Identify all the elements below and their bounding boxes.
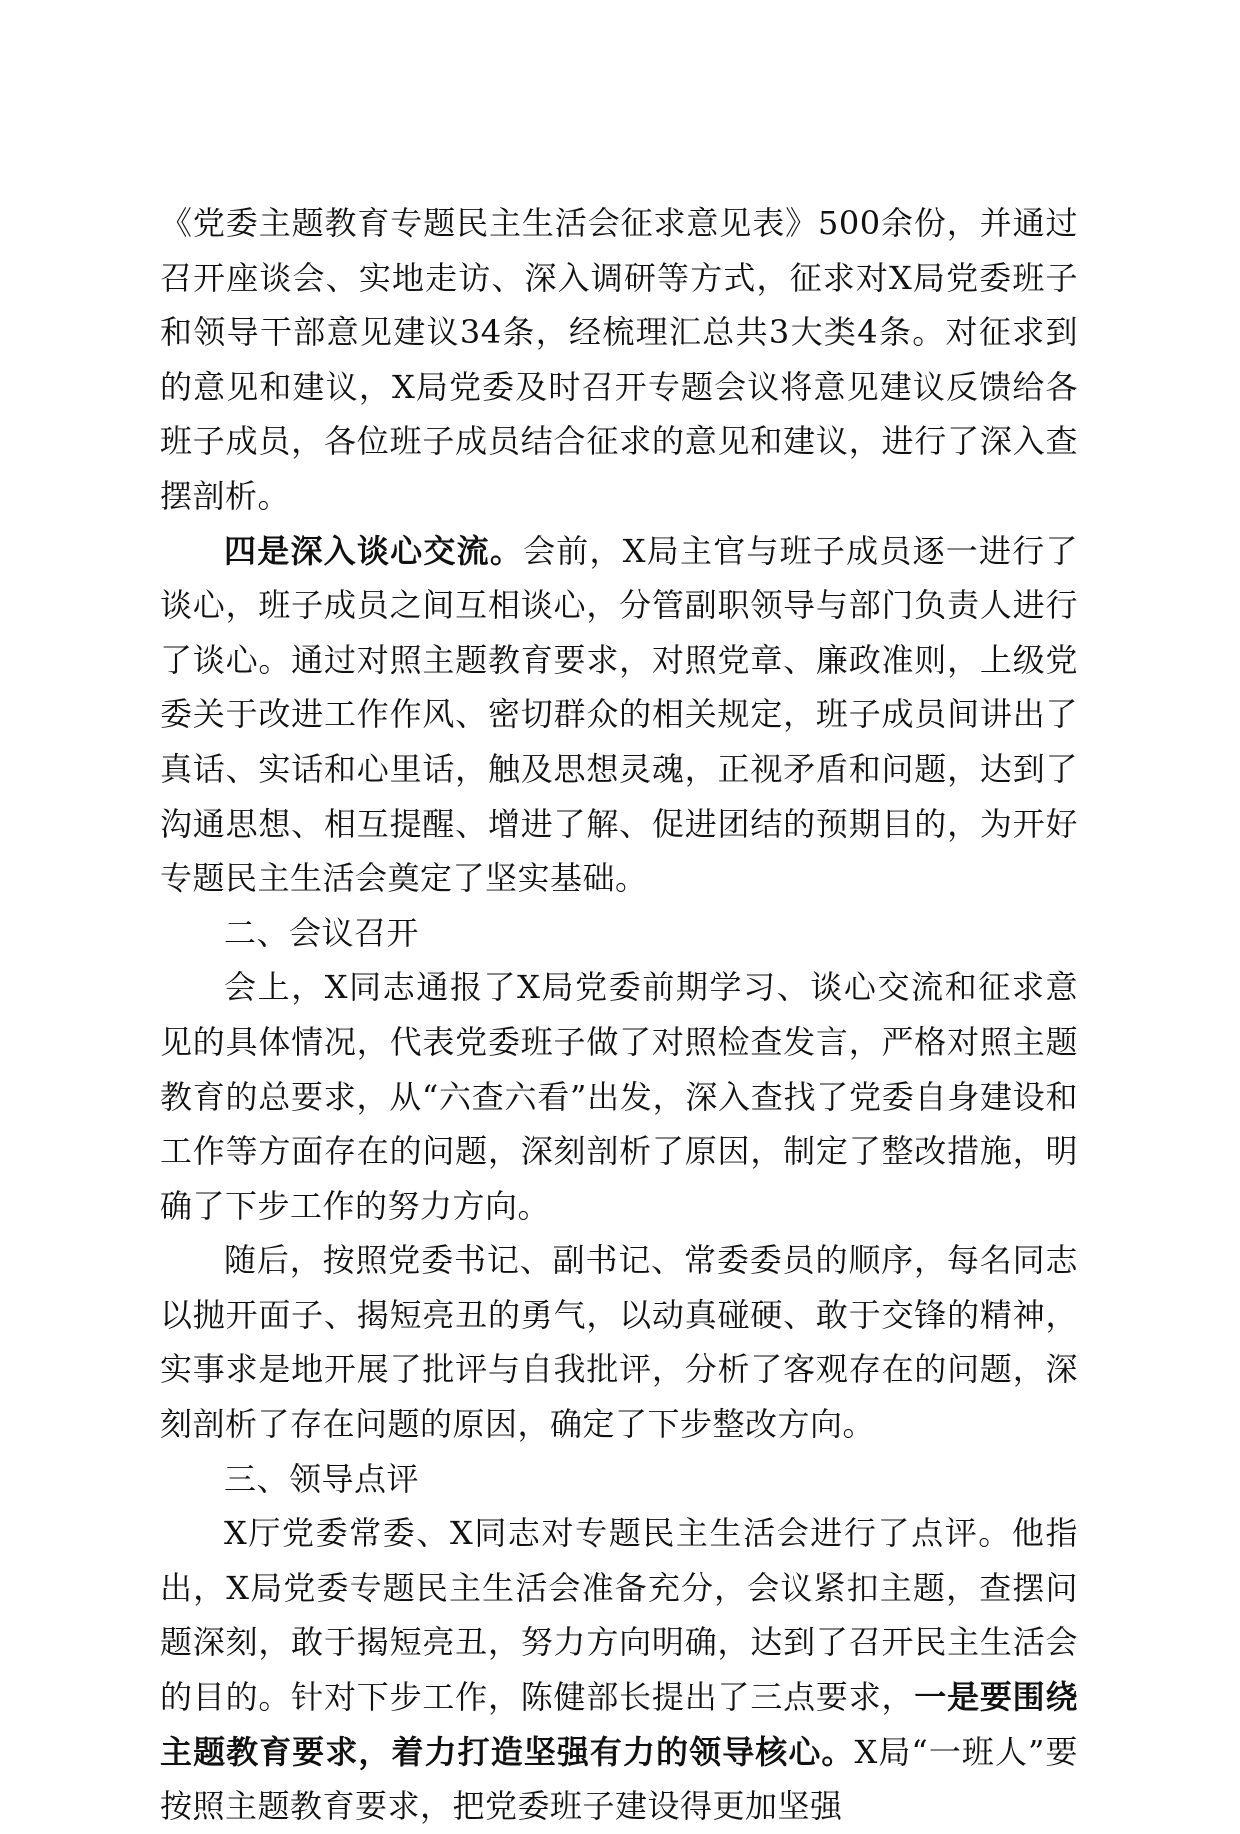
section-heading-leader-comments: 三、领导点评 (224, 1459, 420, 1498)
document-body (160, 196, 1078, 1834)
paragraph-text: 《党委主题教育专题民主生活会征求意见表》500余份，并通过召开座谈会、实地走访、深入调研等方式，征求对X局党委班子和领导干部意见建议34条，经梳理汇总共3大类4条。对征求到的意见和建议，X局党委及时召开专题会议将意见建议反馈给各班子成员，各位班子成员结合征求的意见和建议，进行了深入查摆剖析。 (160, 204, 1078, 515)
section-heading-meeting: 二、会议召开 (224, 913, 420, 952)
paragraph-text: 会上，X同志通报了X局党委前期学习、谈心交流和征求意见的具体情况，代表党委班子做了对照检查发言，严格对照主题教育的总要求，从“六查六看”出发，深入查找了党委自身建设和工作等方面存在的问题，深刻剖析了原因，制定了整改措施，明确了下步工作的努力方向。 (160, 968, 1078, 1225)
paragraph-lead-bold: 四是深入谈心交流。 (224, 531, 524, 570)
paragraph-bold-requirement: 一是要围绕主题教育要求，着力打造坚强有力的领导核心。 (160, 1678, 1078, 1771)
paragraph-criticism (160, 1233, 1078, 1451)
paragraph-leader-comments (160, 1506, 1078, 1834)
paragraph-text: X厅党委常委、X同志对专题民主生活会进行了点评。他指出，X局党委专题民主生活会准备充分，会议紧扣主题，查摆问题深刻，敢于揭短亮丑，努力方向明确，达到了召开民主生活会的目的。针对下步工作，陈健部长提出了三点要求， (160, 1514, 1078, 1717)
paragraph-tail-text: X局“一班人”要按照主题教育要求，把党委班子建设得更加坚强 (160, 1732, 1078, 1826)
paragraph-text: 会前，X局主官与班子成员逐一进行了谈心，班子成员之间互相谈心，分管副职领导与部门负责人进行了谈心。通过对照主题教育要求，对照党章、廉政准则，上级党委关于改进工作作风、密切群众的相关规定，班子成员间讲出了真话、实话和心里话，触及思想灵魂，正视矛盾和问题，达到了沟通思想、相互提醒、增进了解、促进团结的预期目的，为开好专题民主生活会奠定了坚实基础。 (160, 531, 1078, 898)
paragraph-opinion-forms (160, 196, 1078, 524)
paragraph-heart-to-heart-talks (160, 524, 1078, 906)
paragraph-text: 随后，按照党委书记、副书记、常委委员的顺序，每名同志以抛开面子、揭短亮丑的勇气，以动真碰硬、敢于交锋的精神，实事求是地开展了批评与自我批评，分析了客观存在的问题，深刻剖析了存在问题的原因，确定了下步整改方向。 (160, 1241, 1078, 1444)
paragraph-meeting-report (160, 960, 1078, 1233)
